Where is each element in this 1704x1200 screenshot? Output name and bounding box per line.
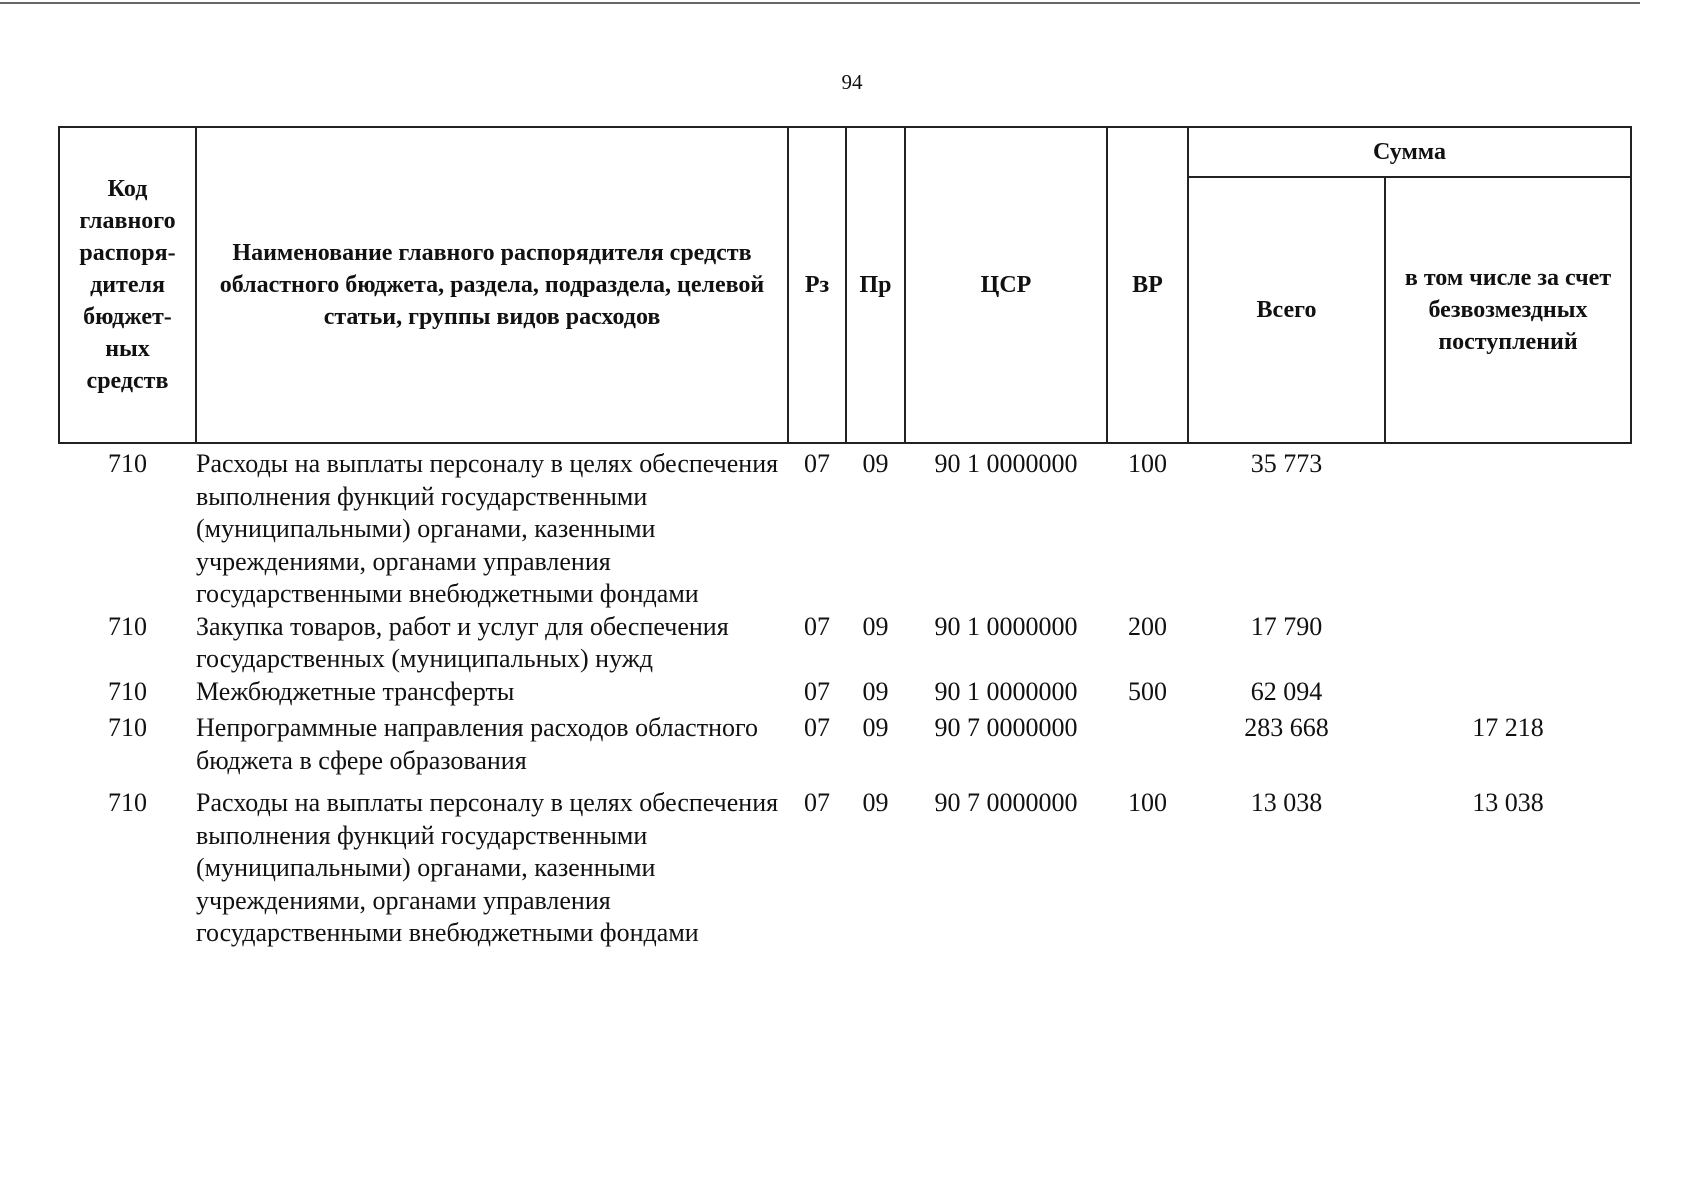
cell-pr: 09 xyxy=(862,611,889,641)
cell-rz: 07 xyxy=(804,713,830,742)
header-free-receipts: в том числе за счет безвозмездных поступлений xyxy=(1385,177,1631,443)
cell-name: Расходы на выплаты персоналу в целях обеспечения выполнения функций государственными (муниципальными) органами, казенными учреждениями, органами управления государственными внебюджетными фондами xyxy=(196,788,779,947)
cell-code: 710 xyxy=(108,676,147,706)
cell-name: Расходы на выплаты персоналу в целях обеспечения выполнения функций государственными (муниципальными) органами, казенными учреждениями, органами управления государственными внебюджетными фондами xyxy=(196,449,779,608)
cell-free-receipts: 13 038 xyxy=(1472,788,1544,817)
cell-vr: 200 xyxy=(1128,611,1167,641)
cell-code: 710 xyxy=(108,713,147,742)
cell-name: Закупка товаров, работ и услуг для обеспечения государственных (муниципальных) нужд xyxy=(196,611,729,673)
cell-vr: 100 xyxy=(1128,449,1167,478)
cell-code: 710 xyxy=(108,449,147,478)
header-code: Код главного распоря-дителя бюджет-ных средств xyxy=(59,127,196,443)
header-name: Наименование главного распорядителя средств областного бюджета, раздела, подраздела, целевой статьи, группы видов расходов xyxy=(196,127,788,443)
cell-csr: 90 7 0000000 xyxy=(934,788,1078,817)
header-vr: ВР xyxy=(1107,127,1188,443)
table-row xyxy=(59,708,1631,777)
cell-csr: 90 1 0000000 xyxy=(934,676,1078,706)
cell-csr: 90 7 0000000 xyxy=(934,713,1078,742)
page-number: 94 xyxy=(841,70,863,94)
cell-total: 35 773 xyxy=(1250,449,1323,478)
header-rz: Рз xyxy=(788,127,846,443)
cell-total: 13 038 xyxy=(1250,788,1323,817)
cell-vr: 100 xyxy=(1128,788,1167,817)
cell-name: Межбюджетные трансферты xyxy=(196,676,515,706)
cell-rz: 07 xyxy=(804,676,830,706)
cell-code: 710 xyxy=(108,788,147,817)
table-row xyxy=(59,676,1631,709)
cell-name: Непрограммные направления расходов областного бюджета в сфере образования xyxy=(196,713,758,775)
cell-total: 62 094 xyxy=(1250,676,1323,706)
cell-total: 17 790 xyxy=(1250,611,1323,641)
cell-free-receipts: 17 218 xyxy=(1472,713,1544,742)
table-header xyxy=(59,127,1631,443)
cell-pr: 09 xyxy=(862,788,889,817)
cell-rz: 07 xyxy=(804,449,830,478)
cell-rz: 07 xyxy=(804,611,830,641)
table-row xyxy=(59,443,1631,611)
header-pr: Пр xyxy=(846,127,905,443)
table-row xyxy=(59,611,1631,676)
header-total: Всего xyxy=(1188,177,1385,443)
cell-total: 283 668 xyxy=(1244,713,1329,742)
cell-csr: 90 1 0000000 xyxy=(934,611,1078,641)
cell-code: 710 xyxy=(108,611,147,641)
cell-vr xyxy=(1107,708,1188,777)
cell-csr: 90 1 0000000 xyxy=(934,449,1078,478)
cell-pr: 09 xyxy=(862,449,889,478)
cell-pr: 09 xyxy=(862,713,889,742)
table-row xyxy=(59,777,1631,950)
header-csr: ЦСР xyxy=(905,127,1107,443)
cell-vr: 500 xyxy=(1128,676,1167,706)
cell-rz: 07 xyxy=(804,788,830,817)
header-sum: Сумма xyxy=(1188,127,1631,177)
cell-pr: 09 xyxy=(862,676,889,706)
cell-free-receipts xyxy=(1385,676,1631,709)
top-rule xyxy=(0,2,1640,4)
budget-table xyxy=(58,126,1632,950)
cell-free-receipts xyxy=(1385,611,1631,676)
table-body xyxy=(59,443,1631,950)
cell-free-receipts xyxy=(1385,443,1631,611)
